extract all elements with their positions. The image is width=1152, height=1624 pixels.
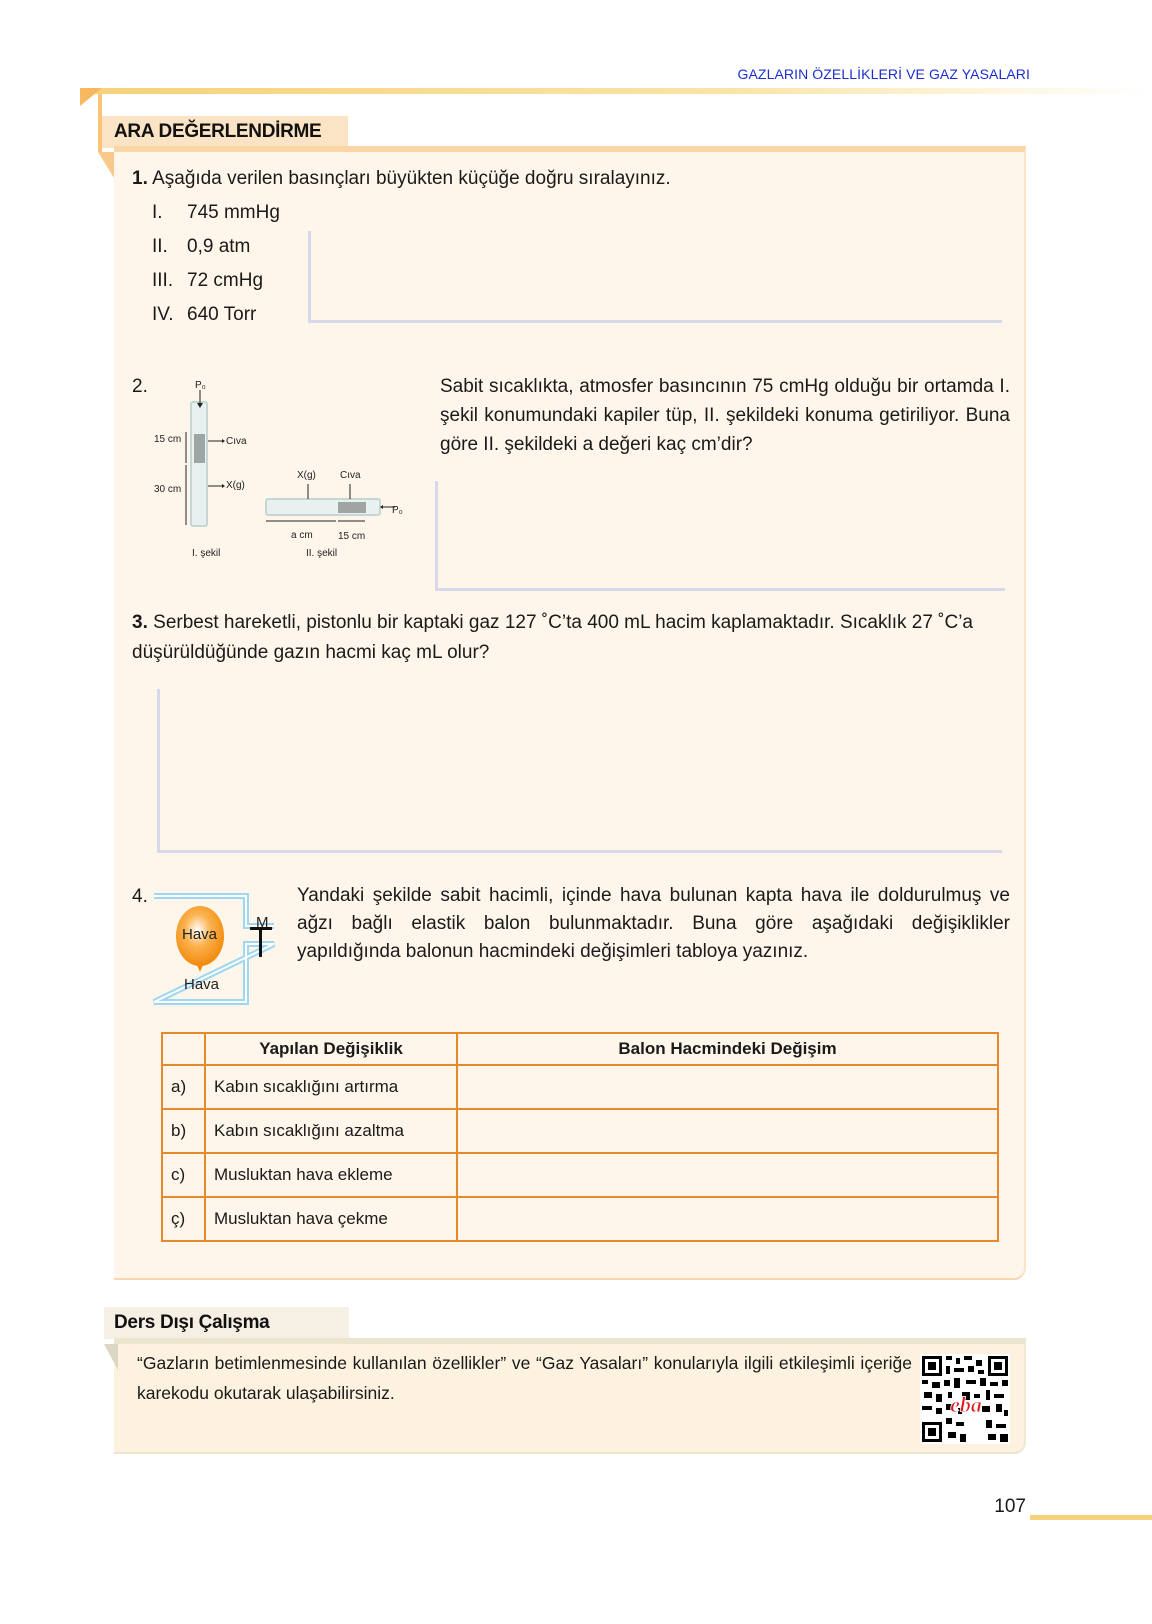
question-1: [132, 162, 671, 196]
figure-2-caption: II. şekil: [306, 548, 338, 559]
p0-label-2: P₀: [392, 505, 403, 516]
capillary-tube-diagram: [150, 378, 410, 568]
table-header: [162, 1033, 205, 1065]
row-change: Kabın sıcaklığını artırma: [205, 1065, 457, 1109]
row-answer-cell[interactable]: [457, 1065, 998, 1109]
balloon-volume-table: [161, 1032, 999, 1242]
question-4-number: 4.: [132, 886, 148, 907]
gas-label-2: X(g): [297, 470, 316, 481]
p0-label: P₀: [195, 380, 206, 391]
extra-study-title: Ders Dışı Çalışma: [104, 1307, 349, 1339]
header-rule: [80, 88, 1152, 94]
page-number: 107: [994, 1496, 1026, 1517]
pressure-list: [152, 196, 280, 332]
table-row: [162, 1109, 998, 1153]
running-title: GAZLARIN ÖZELLİKLERİ VE GAZ YASALARI: [737, 66, 1030, 82]
answer-area-3[interactable]: [160, 686, 1005, 850]
mercury-label: Cıva: [226, 436, 247, 447]
row-answer-cell[interactable]: [457, 1153, 998, 1197]
row-change: Musluktan hava çekme: [205, 1197, 457, 1241]
length-15-label: 15 cm: [154, 434, 182, 445]
question-4-text: Yandaki şekilde sabit hacimli, içinde hava bulunan kapta hava ile doldurulmuş ve ağzı bağlı elastik balon bulunmaktadır. Buna göre aşağıdaki değişiklikler yapıldığında balonun hacmindeki değişimleri tabloya yazınız.: [297, 885, 1010, 962]
row-answer-cell[interactable]: [457, 1109, 998, 1153]
footer-rule: [1030, 1515, 1152, 1520]
table-row: [162, 1197, 998, 1241]
question-text: Serbest hareketli, pistonlu bir kaptaki gaz 127 ˚C’ta 400 mL hacim kaplamaktadır. Sıcaklık 27 ˚C’a düşürüldüğünde gazın hacmi kaç mL olur?: [132, 612, 973, 663]
balloon-label: Hava: [182, 926, 218, 943]
a-length-label: a cm: [291, 530, 313, 541]
figure-1-caption: I. şekil: [192, 548, 221, 559]
question-number: 3.: [132, 612, 148, 633]
list-item: II. 0,9 atm: [152, 236, 251, 257]
answer-area-2[interactable]: [438, 478, 1008, 588]
length-30-label: 30 cm: [154, 484, 182, 495]
table-row: [162, 1153, 998, 1197]
row-change: Musluktan hava ekleme: [205, 1153, 457, 1197]
qr-code-icon[interactable]: [920, 1354, 1010, 1444]
extra-study-text: “Gazların betimlenmesinde kullanılan özellikler” ve “Gaz Yasaları” konularıyla ilgili etkileşimli içeriğe karekodu okutarak ulaşabilirsiniz.: [137, 1353, 912, 1403]
mercury-label-2: Cıva: [340, 470, 361, 481]
table-row: [162, 1065, 998, 1109]
svg-text:eba: eba: [950, 1392, 982, 1417]
row-change: Kabın sıcaklığını azaltma: [205, 1109, 457, 1153]
list-item: III. 72 cmHg: [152, 270, 264, 291]
qr-code-graphic: [920, 1354, 1010, 1444]
question-3: [132, 608, 1012, 668]
row-answer-cell[interactable]: [457, 1197, 998, 1241]
row-label: c): [162, 1153, 205, 1197]
row-label: b): [162, 1109, 205, 1153]
length-15b-label: 15 cm: [338, 531, 366, 542]
extra-panel-corner: [104, 1344, 118, 1370]
question-2-number: 2.: [132, 376, 148, 397]
question-text: Aşağıda verilen basınçları büyükten küçüğe doğru sıralayınız.: [152, 168, 671, 189]
table-header: Balon Hacmindeki Değişim: [457, 1033, 998, 1065]
list-item: I. 745 mmHg: [152, 202, 280, 223]
question-number: 1.: [132, 168, 148, 189]
question-2-text: Sabit sıcaklıkta, atmosfer basıncının 75 cmHg olduğu bir ortamda I. şekil konumundaki kapiler tüp, II. şekildeki konuma getiriliyor. Buna göre II. şekildeki a değeri kaç cm’dir?: [440, 376, 1010, 455]
row-label: ç): [162, 1197, 205, 1241]
gas-label: X(g): [226, 480, 245, 491]
table-header-row: [162, 1033, 998, 1065]
container-air-label: Hava: [184, 976, 220, 993]
answer-area-1[interactable]: [311, 228, 1005, 320]
row-label: a): [162, 1065, 205, 1109]
table-header: Yapılan Değişiklik: [205, 1033, 457, 1065]
section-title: ARA DEĞERLENDİRME: [102, 116, 348, 148]
panel-corner: [98, 152, 114, 178]
list-item: IV. 640 Torr: [152, 304, 257, 325]
valve-label: M: [256, 914, 269, 931]
